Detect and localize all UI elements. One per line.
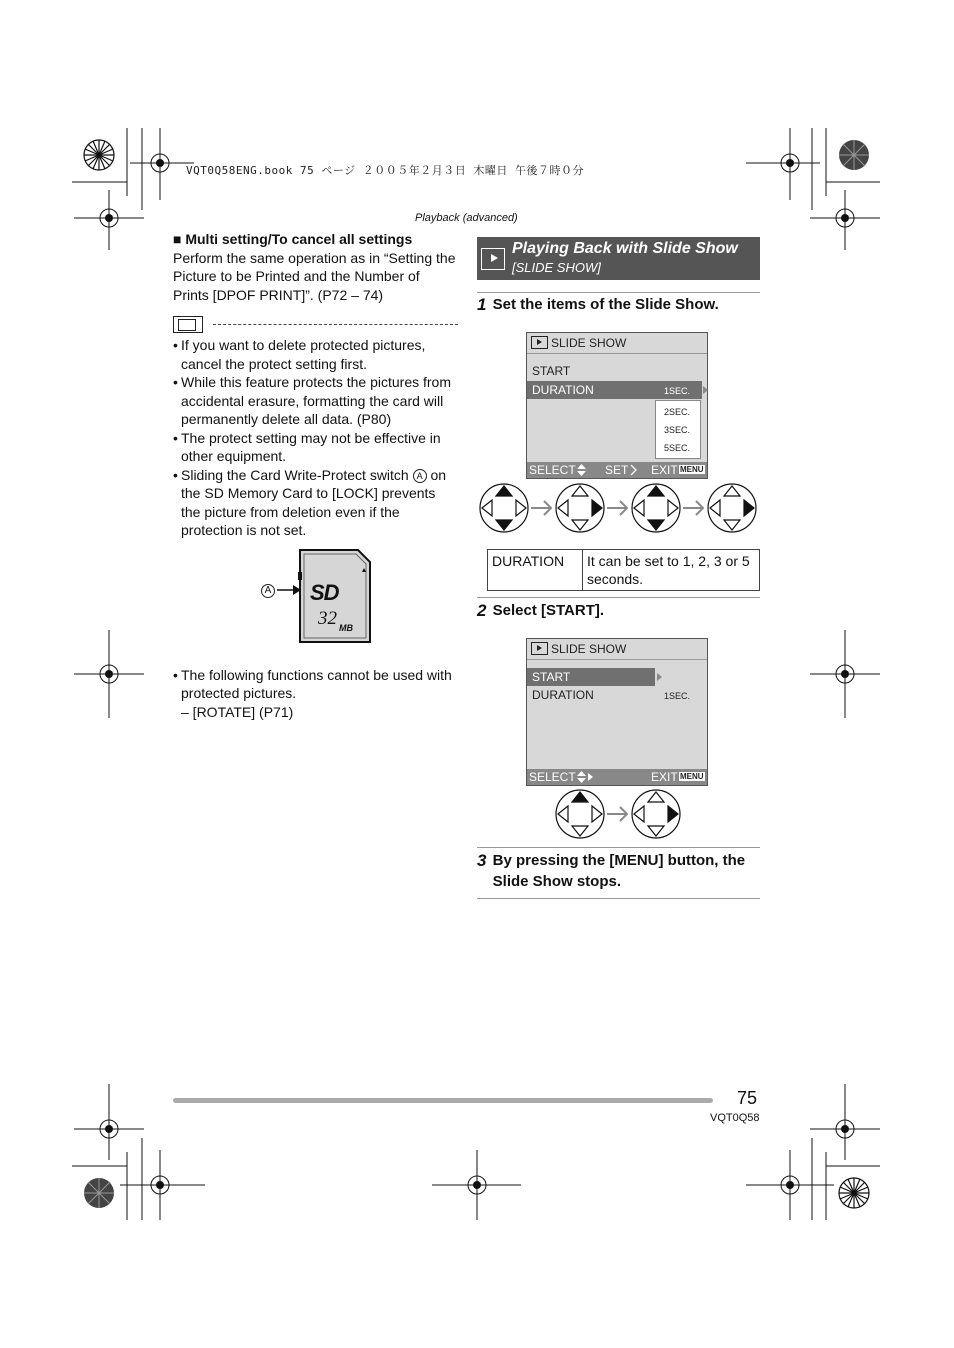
note-divider [173,316,458,334]
step-number: 2 [477,601,487,620]
multi-setting-text: Perform the same operation as in “Setting the Picture to be Printed and the Number of Prints [DPOF PRINT]”. (P72 – 74) [173,249,456,303]
divider [477,847,760,848]
screen-header [527,333,707,354]
menu-item-start: START [532,364,571,378]
dashed-rule [213,324,458,325]
arrow-right-icon [657,673,662,681]
menu-item-duration: DURATION [532,383,594,397]
menu-badge: MENU [680,465,704,474]
step-1 [477,294,719,316]
list-item: • The protect setting may not be effective in other equipment. [173,429,458,466]
step-number: 1 [477,295,487,314]
screen-title: SLIDE SHOW [551,336,627,350]
set-hint: SET [605,463,629,477]
left-column [173,230,458,721]
duration-value: 1SEC. [664,691,691,701]
file-header-line: VQT0Q58ENG.book 75 ページ ２００５年２月３日 木曜日 午後７時０分 [186,164,584,177]
menu-item-duration: DURATION [532,688,594,702]
duration-value: 1SEC. [664,386,691,396]
restrictions-list [173,666,458,703]
list-item [173,466,458,540]
step-number: 3 [477,851,487,870]
dropdown-option: 5SEC. [664,443,691,453]
multi-setting-heading: ■ Multi setting/To cancel all settings [173,231,413,247]
bullet4-text: Sliding the Card Write-Protect switch [181,466,413,483]
up-down-right-icon [577,771,593,783]
step-3 [477,850,753,892]
step-text: By pressing the [MENU] button, the Slide Show stops. [492,852,746,890]
card-unit: MB [339,622,353,633]
footer-bar [173,1098,713,1103]
card-callout-label: A [261,584,275,598]
section-title-bar [477,237,760,280]
cursor-button-sequence-2 [554,788,684,840]
screen-title: SLIDE SHOW [551,642,627,656]
screen-footer [527,769,707,785]
screen-header [527,639,707,660]
notes-list [173,336,458,540]
note-icon [173,316,203,333]
exit-hint: EXIT [651,770,678,784]
slideshow-icon [531,642,548,655]
list-item: • The following functions cannot be used with protected pictures. [173,666,458,703]
table-cell-label: DURATION [488,550,583,591]
sd-logo: SD [310,579,339,605]
slide-show-screen-2 [526,638,708,786]
duration-table [487,549,760,591]
select-hint: SELECT [529,770,576,784]
list-item: • If you want to delete protected pictures, cancel the protect setting first. [173,336,458,373]
divider [477,292,760,293]
arrow-right-icon [703,386,708,394]
up-down-icon [577,464,586,476]
menu-item-start: START [532,670,571,684]
right-chevron-icon [630,464,637,476]
step-text: Select [START]. [492,602,605,619]
sd-card-figure [173,546,458,664]
select-hint: SELECT [529,463,576,477]
dropdown-option: 3SEC. [664,425,691,435]
divider [477,898,760,899]
slide-show-screen-1 [526,332,708,479]
section-title: Playing Back with Slide Show [512,240,738,257]
document-code: VQT0Q58 [710,1112,760,1124]
step-text: Set the items of the Slide Show. [492,296,719,313]
card-capacity: 32 [318,607,337,629]
bullet4-text-rest: on the SD Memory Card to [LOCK] prevents the picture from deletion even if the protection is not set. [181,466,447,538]
cursor-button-sequence-1 [478,482,760,534]
slideshow-icon [531,336,548,349]
menu-badge: MENU [680,772,704,781]
duration-dropdown [655,400,701,459]
rotate-reference: – [ROTATE] (P71) [181,703,294,720]
list-item: • While this feature protects the pictures from accidental erasure, formatting the card will permanently delete all data. (P80) [173,373,458,429]
section-subtitle: [SLIDE SHOW] [512,260,601,275]
section-label: Playback (advanced) [415,212,518,224]
screen-footer [527,462,707,478]
callout-a: A [413,469,427,483]
table-cell-desc: It can be set to 1, 2, 3 or 5 seconds. [583,550,760,591]
page-number: 75 [737,1088,758,1108]
playback-icon [481,248,505,270]
divider [477,597,760,598]
exit-hint: EXIT [651,463,678,477]
step-2 [477,600,604,622]
dropdown-option: 2SEC. [664,407,691,417]
